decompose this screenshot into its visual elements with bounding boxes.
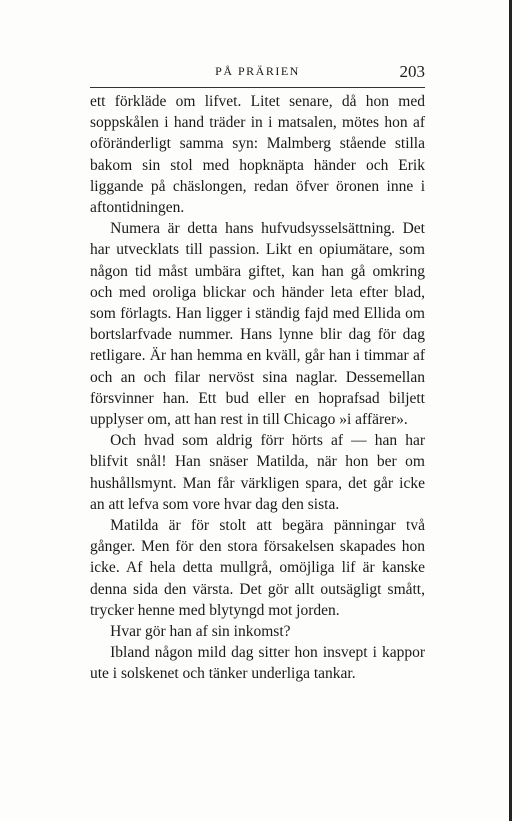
paragraph-2: Numera är detta hans hufvudsysselsättning. Det har utvecklats till passion. Likt en opiumätare, som någon tid måst umbära giftet, kan han gå omkring och med oroliga blickar och händer leta efter blad, som förlagts. Han ligger i ständig fajd med Ellida om bortslarfvade nummer. Hans lynne blir dag för dag retligare. Är han hemma en kväll, går han i timmar af och an och filar nervöst sina naglar. Dessemellan försvinner han. Ett bud eller en hoprafsad biljett upplyser om, att han rest in till Chicago »i affärer». <box>90 220 425 429</box>
paragraph-4: Matilda är för stolt att begära pänningar två gånger. Men för den stora försakelsen skapades hon icke. Af hela detta mullgrå, omöjliga lif är kanske denna sida den värsta. Det gör allt outsägligt smått, trycker henne med blytyngd mot jorden. <box>90 517 425 619</box>
page-number: 203 <box>399 62 425 81</box>
paragraph-3: Och hvad som aldrig förr hörts af — han har blifvit snål! Han snäser Matilda, när hon ber om hushållsmynt. Man får värkligen spara, det går icke an att lefva som vore hvar dag den sista. <box>90 432 425 513</box>
body-text <box>90 91 425 685</box>
header-rule <box>90 87 425 88</box>
paragraph-5: Hvar gör han af sin inkomst? <box>110 623 291 641</box>
page-header <box>90 62 425 86</box>
paragraph-1: ett förkläde om lifvet. Litet senare, då hon med soppskålen i hand träder in i matsalen, mötes hon af oföränderligt samma syn: Malmberg stående stilla bakom sin stol med hopknäpta händer och Erik liggande på chäslongen, redan öfver öronen inne i aftontidningen. <box>90 93 425 217</box>
page-edge-border <box>509 0 512 821</box>
running-head: PÅ PRÄRIEN <box>215 64 300 78</box>
paragraph-6: Ibland någon mild dag sitter hon insvept i kappor ute i solskenet och tänker underliga tankar. <box>90 644 425 683</box>
